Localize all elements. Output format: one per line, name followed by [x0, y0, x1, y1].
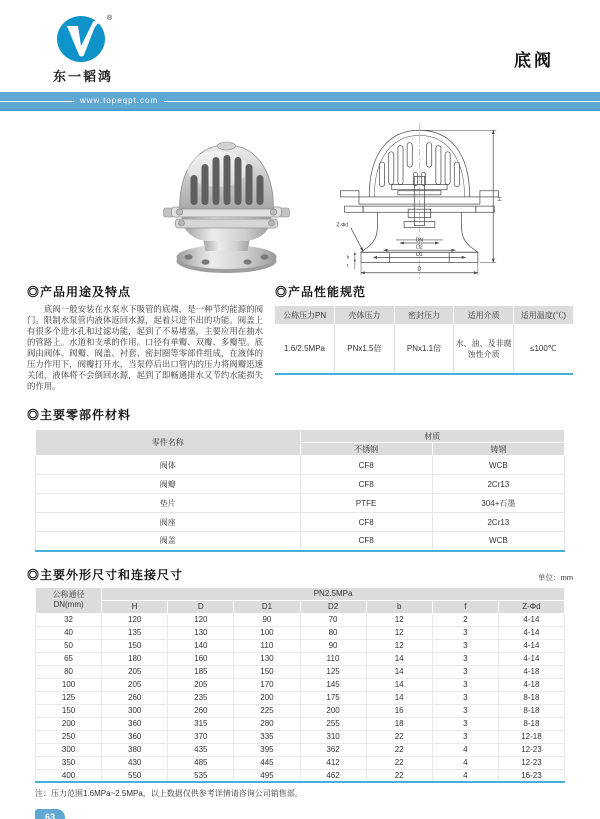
table-cell: PTFE — [300, 494, 432, 513]
table-cell: 170 — [234, 678, 300, 691]
table-cell: 3 — [432, 678, 498, 691]
valve-photo — [139, 129, 314, 279]
table-row — [36, 769, 565, 782]
table-cell: 3 — [432, 704, 498, 717]
table-cell: 335 — [234, 730, 300, 743]
table-cell: 12-18 — [498, 730, 564, 743]
stainless-header: 不锈钢 — [300, 443, 432, 456]
table-cell: 12 — [366, 613, 432, 626]
table-cell: 90 — [234, 613, 300, 626]
page-body — [0, 111, 600, 819]
table-cell: 垫片 — [36, 494, 301, 513]
table-cell: 135 — [102, 626, 168, 639]
table-cell: 495 — [234, 769, 300, 782]
section-performance — [275, 283, 573, 392]
table-cell: 16-23 — [498, 769, 564, 782]
table-cell: 4-14 — [498, 652, 564, 665]
table-cell: 22 — [366, 730, 432, 743]
table-cell: 462 — [300, 769, 366, 782]
table-row — [275, 324, 573, 374]
table-cell: 300 — [36, 743, 102, 756]
page-title: 底阀 — [514, 51, 554, 70]
performance-header-cell: 密封压力 — [394, 306, 454, 324]
table-cell: 阀体 — [36, 456, 301, 475]
dimensions-table — [35, 587, 565, 784]
dim-label-d: D — [417, 266, 422, 273]
section-materials — [27, 406, 573, 552]
table-cell: 4 — [432, 743, 498, 756]
table-cell: 280 — [234, 717, 300, 730]
table-cell: 90 — [300, 639, 366, 652]
table-cell: 70 — [300, 613, 366, 626]
table-row — [36, 626, 565, 639]
table-cell: 50 — [36, 639, 102, 652]
dn-header-line2: DN(mm) — [53, 600, 84, 609]
performance-title: ◎产品性能规范 — [275, 285, 367, 299]
table-cell: 110 — [234, 639, 300, 652]
dimension-column-header: f — [432, 600, 498, 613]
performance-value-cell: PNx1.1倍 — [394, 324, 454, 374]
table-cell: 300 — [102, 704, 168, 717]
table-cell: 125 — [36, 691, 102, 704]
website-url: www.topeqpt.com — [74, 95, 164, 107]
table-cell: 14 — [366, 665, 432, 678]
table-cell: 200 — [234, 691, 300, 704]
table-cell: WCB — [432, 532, 564, 551]
table-cell: 362 — [300, 743, 366, 756]
table-cell: 160 — [168, 652, 234, 665]
table-row — [36, 652, 565, 665]
table-cell: 310 — [300, 730, 366, 743]
performance-header-cell: 适用温度(℃) — [513, 306, 573, 324]
table-row — [36, 756, 565, 769]
registered-mark: ® — [107, 15, 113, 22]
dim-label-dn: DN — [415, 237, 424, 244]
table-cell: 阀盖 — [36, 532, 301, 551]
table-cell: 8-18 — [498, 704, 564, 717]
table-row — [36, 665, 565, 678]
table-cell: 350 — [36, 756, 102, 769]
table-cell: 8-18 — [498, 717, 564, 730]
table-cell: 255 — [300, 717, 366, 730]
usage-title: ◎产品用途及特点 — [27, 285, 132, 299]
table-row — [36, 456, 565, 475]
brand-name: 东一韬鸿 — [52, 69, 113, 84]
table-row — [36, 532, 565, 551]
table-cell: 200 — [300, 704, 366, 717]
table-cell: CF8 — [300, 475, 432, 494]
table-cell: WCB — [432, 456, 564, 475]
table-cell: 175 — [300, 691, 366, 704]
table-cell: 2Cr13 — [432, 475, 564, 494]
table-cell: 205 — [102, 678, 168, 691]
table-cell: 12-23 — [498, 743, 564, 756]
dim-label-d1: D1 — [416, 251, 423, 258]
brand-logo — [40, 12, 126, 85]
table-cell: 400 — [36, 769, 102, 782]
unit-label: 单位：mm — [538, 572, 573, 582]
table-cell: 130 — [168, 626, 234, 639]
table-cell: 225 — [234, 704, 300, 717]
table-cell: 485 — [168, 756, 234, 769]
table-cell: 380 — [102, 743, 168, 756]
table-cell: 2Cr13 — [432, 513, 564, 532]
table-cell: CF8 — [300, 513, 432, 532]
table-cell: 130 — [234, 652, 300, 665]
table-cell: 8-18 — [498, 691, 564, 704]
table-cell: 360 — [102, 730, 168, 743]
table-cell: 200 — [36, 717, 102, 730]
table-cell: 125 — [300, 665, 366, 678]
table-cell: 4 — [432, 756, 498, 769]
table-cell: 4-14 — [498, 626, 564, 639]
table-cell: 370 — [168, 730, 234, 743]
table-cell: 4 — [432, 769, 498, 782]
table-cell: 14 — [366, 652, 432, 665]
usage-body: 底阀一般安装在水泵水下吸管的底端，是一种节约能源的阀门。限制水泵管内液体返回水源，起着只进不出的功能。阀盖上有很多个进水孔和过滤功能，起到了不易堵塞，主要应用在抽水的管路上。水道和支承的作用。口径有单瓣、双瓣、多瓣型。底阀由阀体、阀瓣、阀盖、衬套、密封圈等零部件组成，在液体的压力作用下，阀瓣打开水，当泵停后出口管内的压力将阀瓣迅速关闭，液体将不会倒回水源，起到了即畅通排水又节约水能损失的作用。 — [27, 304, 263, 391]
table-cell: 120 — [168, 613, 234, 626]
brand-logo-icon — [51, 12, 115, 64]
table-cell: 3 — [432, 665, 498, 678]
table-cell: 4-14 — [498, 639, 564, 652]
table-cell: 430 — [102, 756, 168, 769]
performance-value-cell: PNx1.5倍 — [335, 324, 395, 374]
dimension-column-header: D2 — [300, 600, 366, 613]
table-cell: 140 — [168, 639, 234, 652]
table-cell: 150 — [102, 639, 168, 652]
footnote: 注：压力范围1.6MPa~2.5MPa，以上数据仅供参考详情请咨询公司销售部。 — [35, 789, 303, 798]
table-cell: 3 — [432, 626, 498, 639]
table-cell: 3 — [432, 652, 498, 665]
materials-table — [35, 429, 565, 552]
table-cell: 120 — [102, 613, 168, 626]
dim-label-d2: D2 — [416, 244, 423, 251]
performance-header-cell: 公称压力PN — [275, 306, 335, 324]
table-header-row — [36, 587, 565, 600]
table-cell: 12-23 — [498, 756, 564, 769]
pressure-group-header: PN2.5MPa — [102, 587, 565, 600]
table-row — [36, 494, 565, 513]
website-banner — [0, 92, 600, 111]
table-cell: 65 — [36, 652, 102, 665]
table-header-row — [275, 306, 573, 324]
table-cell: 550 — [102, 769, 168, 782]
table-cell: 250 — [36, 730, 102, 743]
table-cell: 3 — [432, 717, 498, 730]
dimension-column-header: Z-Φd — [498, 600, 564, 613]
table-cell: 304+石墨 — [432, 494, 564, 513]
dimension-column-header: D1 — [234, 600, 300, 613]
table-cell: 145 — [300, 678, 366, 691]
table-cell: 315 — [168, 717, 234, 730]
performance-value-cell: 1.6/2.5MPa — [284, 344, 325, 353]
part-name-header: 零件名称 — [36, 430, 301, 456]
table-cell: 4-18 — [498, 665, 564, 678]
table-cell: 2 — [432, 613, 498, 626]
table-row — [36, 475, 565, 494]
usage-performance-row — [27, 283, 573, 392]
material-group-header: 材质 — [300, 430, 565, 443]
table-cell: 260 — [168, 704, 234, 717]
table-cell: 40 — [36, 626, 102, 639]
table-cell: 12 — [366, 626, 432, 639]
table-row — [36, 639, 565, 652]
table-cell: 18 — [366, 717, 432, 730]
table-cell: 110 — [300, 652, 366, 665]
table-row — [36, 613, 565, 626]
dn-header-line1: 公称通径 — [52, 590, 85, 599]
table-cell: 80 — [300, 626, 366, 639]
table-cell: 185 — [168, 665, 234, 678]
table-cell: 100 — [234, 626, 300, 639]
section-dimensions — [27, 566, 573, 784]
page-number-badge: 63 — [35, 809, 65, 819]
table-cell: 阀瓣 — [36, 475, 301, 494]
table-cell: 阀座 — [36, 513, 301, 532]
table-cell: 22 — [366, 756, 432, 769]
table-row — [36, 704, 565, 717]
dim-label-h: H — [495, 196, 502, 201]
table-cell: 435 — [168, 743, 234, 756]
valve-drawing — [332, 119, 512, 283]
table-cell: 3 — [432, 691, 498, 704]
table-cell: 180 — [102, 652, 168, 665]
dim-label-z-phi-d: Z-Φd — [336, 222, 349, 229]
table-cell: 395 — [234, 743, 300, 756]
table-row — [36, 730, 565, 743]
materials-title: ◎主要零部件材料 — [27, 408, 132, 422]
table-cell: 80 — [36, 665, 102, 678]
table-cell: 14 — [366, 678, 432, 691]
table-cell: 360 — [102, 717, 168, 730]
table-cell: 4-14 — [498, 613, 564, 626]
table-cell: 260 — [102, 691, 168, 704]
performance-table — [275, 306, 573, 375]
dimensions-heading-row — [27, 566, 573, 583]
dimension-column-header: H — [102, 600, 168, 613]
table-row — [36, 743, 565, 756]
dn-header — [36, 587, 102, 613]
table-cell: 100 — [36, 678, 102, 691]
table-row — [36, 513, 565, 532]
table-cell: 12 — [366, 639, 432, 652]
table-cell: 150 — [234, 665, 300, 678]
table-row — [36, 678, 565, 691]
table-cell: 4-18 — [498, 678, 564, 691]
table-cell: 14 — [366, 691, 432, 704]
table-cell: 150 — [36, 704, 102, 717]
table-cell: 235 — [168, 691, 234, 704]
performance-header-cell: 壳体压力 — [335, 306, 395, 324]
dimension-column-header: D — [168, 600, 234, 613]
table-cell: 22 — [366, 769, 432, 782]
table-cell: 3 — [432, 730, 498, 743]
table-cell: 22 — [366, 743, 432, 756]
performance-value-cell: ≤100℃ — [513, 324, 573, 374]
dimensions-title: ◎主要外形尺寸和连接尺寸 — [27, 567, 184, 582]
table-row — [36, 691, 565, 704]
table-header-row — [36, 430, 565, 443]
dimension-column-header: b — [366, 600, 432, 613]
table-cell: 535 — [168, 769, 234, 782]
cast-steel-header: 铸钢 — [432, 443, 564, 456]
dim-label-b: b — [346, 254, 350, 260]
table-cell: 445 — [234, 756, 300, 769]
table-cell: 205 — [102, 665, 168, 678]
table-cell: 205 — [168, 678, 234, 691]
performance-value-cell: 水、油、及非腐蚀性介质 — [454, 324, 514, 374]
table-row — [36, 717, 565, 730]
section-usage — [27, 283, 263, 392]
performance-header-cell: 适用介质 — [454, 306, 514, 324]
table-cell: 3 — [432, 639, 498, 652]
table-cell: CF8 — [300, 456, 432, 475]
table-cell: 412 — [300, 756, 366, 769]
dim-label-f: f — [346, 263, 348, 269]
table-cell: 32 — [36, 613, 102, 626]
page-header — [0, 0, 600, 92]
table-cell: CF8 — [300, 532, 432, 551]
figures-row — [27, 111, 573, 281]
table-cell: 16 — [366, 704, 432, 717]
table-header-row — [36, 600, 565, 613]
